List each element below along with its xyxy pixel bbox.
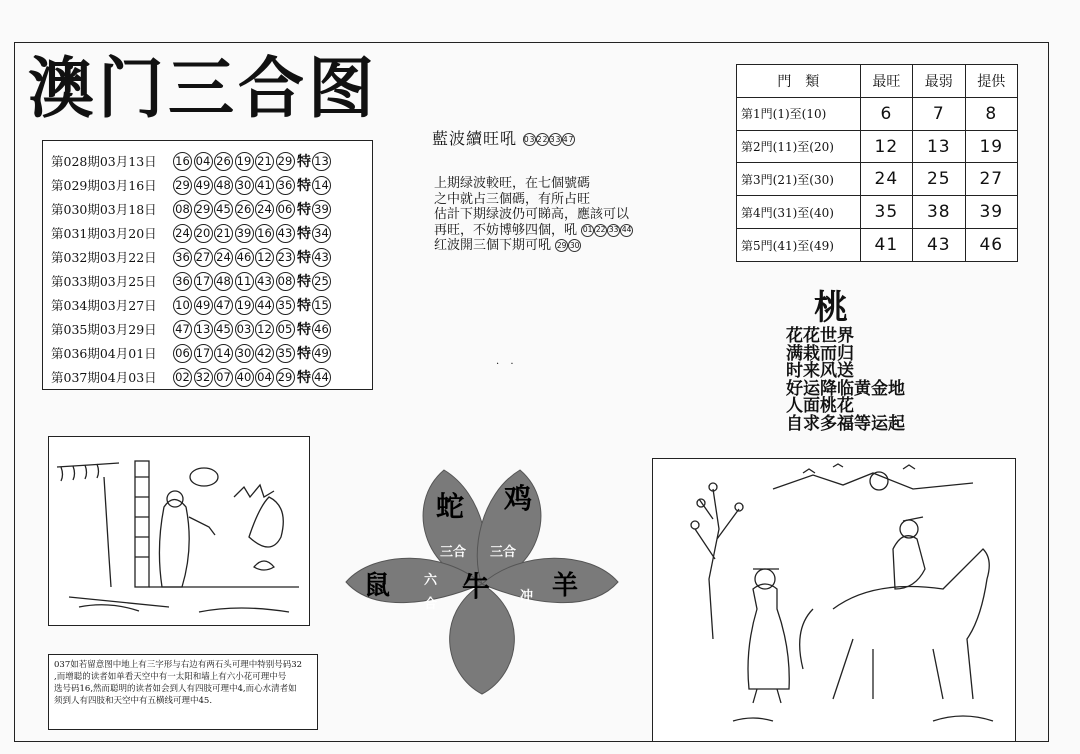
draw-row	[51, 197, 366, 221]
poem-line: 时来风送	[786, 361, 854, 381]
hot-number: 41	[860, 229, 912, 262]
special-ball: 25	[312, 272, 331, 291]
wave-line	[434, 238, 633, 254]
poem-line: 满栽而归	[786, 343, 854, 364]
offer-number: 19	[965, 130, 1017, 163]
puzzle-caption	[48, 654, 318, 730]
number-ball: 43	[255, 272, 274, 291]
number-ball: 36	[276, 176, 295, 195]
number-ball: 26	[235, 200, 254, 219]
number-ball: 16	[173, 152, 192, 171]
relation-label: 六	[424, 573, 438, 588]
number-ball: 17	[194, 344, 213, 363]
number-ball: 35	[276, 296, 295, 315]
number-ball: 10	[173, 296, 192, 315]
special-ball: 49	[312, 344, 331, 363]
number-ball: 23	[276, 248, 295, 267]
hot-number: 24	[860, 163, 912, 196]
special-ball: 13	[312, 152, 331, 171]
number-ball: 19	[235, 296, 254, 315]
caption-line: 选号码16,然而聪明的读者如会到人有四肢可理中4,而心水清者如	[54, 684, 297, 694]
poem-line: 花花世界	[786, 326, 854, 346]
col-door: 門 類	[737, 65, 861, 98]
draw-row	[51, 269, 366, 293]
cold-number: 38	[913, 196, 965, 229]
draw-label: 第031期03月20日	[51, 226, 157, 241]
cold-number: 7	[913, 97, 965, 130]
special-marker: 特	[297, 370, 311, 386]
mini-number-ball: 33	[607, 224, 620, 237]
number-ball: 04	[194, 152, 213, 171]
mini-number-ball: 22	[594, 224, 607, 237]
wave-line	[434, 223, 633, 239]
number-ball: 12	[255, 248, 274, 267]
number-ball: 47	[214, 296, 233, 315]
relation-label: 三合	[490, 545, 517, 560]
zodiac-ox: 牛	[462, 570, 491, 603]
draw-row	[51, 317, 366, 341]
draw-row	[51, 293, 366, 317]
draw-row	[51, 245, 366, 269]
cold-number: 25	[913, 163, 965, 196]
number-ball: 35	[276, 344, 295, 363]
draw-label: 第035期03月29日	[51, 322, 157, 337]
number-ball: 42	[255, 344, 274, 363]
col-hot: 最旺	[860, 65, 912, 98]
number-ball: 21	[255, 152, 274, 171]
special-marker: 特	[297, 274, 311, 290]
hot-number: 35	[860, 196, 912, 229]
wave-line: 之中就占三個碼，有所占旺	[434, 191, 591, 207]
mini-number-ball: 33	[549, 135, 562, 144]
special-ball: 44	[312, 368, 331, 387]
number-ball: 36	[173, 272, 192, 291]
draw-row	[51, 173, 366, 197]
col-cold: 最弱	[913, 65, 965, 98]
number-ball: 07	[214, 368, 233, 387]
cold-number: 43	[913, 229, 965, 262]
number-ball: 30	[235, 344, 254, 363]
zodiac-rooster: 鸡	[504, 482, 533, 515]
draw-label: 第034期03月27日	[51, 298, 157, 313]
offer-number: 46	[965, 229, 1017, 262]
number-ball: 46	[235, 248, 254, 267]
offer-number: 39	[965, 196, 1017, 229]
poem-heading: 桃	[814, 288, 848, 328]
draw-label: 第033期03月25日	[51, 274, 157, 289]
number-ball: 16	[255, 224, 274, 243]
draw-label: 第030期03月18日	[51, 202, 157, 217]
number-ball: 26	[214, 152, 233, 171]
number-ball: 04	[255, 368, 274, 387]
draw-results-list	[42, 140, 373, 390]
number-ball: 36	[173, 248, 192, 267]
caption-line: 037如若留意图中地上有三字形与右边有两石头可理中特别号码32	[54, 660, 303, 670]
number-ball: 47	[173, 320, 192, 339]
special-marker: 特	[297, 154, 311, 170]
zodiac-snake: 蛇	[436, 490, 465, 523]
number-ball: 32	[194, 368, 213, 387]
wave-line-text: 红波開三個下期可吼	[434, 238, 552, 253]
number-ball: 06	[173, 344, 192, 363]
number-ball: 11	[235, 272, 254, 291]
wave-line: 估計下期绿波仍可睇高，應該可以	[434, 207, 630, 222]
wave-line-text: 再旺，不妨博够四個，吼	[434, 222, 578, 238]
mini-number-ball: 44	[620, 224, 633, 237]
cold-number: 13	[913, 130, 965, 163]
special-ball: 46	[312, 320, 331, 339]
number-ball: 24	[214, 248, 233, 267]
caption-line: 须到人有四肢和天空中有五横线可理中45.	[54, 696, 213, 706]
number-ball: 48	[214, 272, 233, 291]
draw-row	[51, 221, 366, 245]
number-ball: 13	[194, 320, 213, 339]
relation-label: 三合	[440, 545, 467, 560]
special-marker: 特	[297, 250, 311, 266]
number-ball: 30	[235, 176, 254, 195]
draw-label: 第029期03月16日	[51, 178, 157, 193]
zodiac-flower	[344, 464, 620, 696]
wave-title-numbers	[523, 129, 575, 148]
special-ball: 15	[312, 296, 331, 315]
hot-number: 6	[860, 97, 912, 130]
wave-commentary	[434, 176, 633, 254]
wave-line: 上期绿波較旺，在七個號碼	[434, 176, 591, 191]
zodiac-rat: 鼠	[364, 571, 391, 601]
door-range: 第4門(31)至(40)	[737, 196, 861, 229]
poem-line: 人面桃花	[786, 396, 854, 416]
decorative-dots: . .	[496, 356, 518, 367]
table-row	[737, 196, 1018, 229]
zodiac-goat: 羊	[552, 571, 579, 601]
poem-line: 好运降临黄金地	[786, 378, 905, 399]
mini-number-ball: 03	[523, 135, 536, 144]
poem	[786, 328, 905, 433]
relation-label: 冲	[520, 589, 534, 604]
door-range: 第2門(11)至(20)	[737, 130, 861, 163]
offer-number: 8	[965, 97, 1017, 130]
special-marker: 特	[297, 202, 311, 218]
number-ball: 45	[214, 200, 233, 219]
col-offer: 提供	[965, 65, 1017, 98]
wave-line-numbers	[581, 223, 633, 238]
number-ball: 48	[214, 176, 233, 195]
hot-number: 12	[860, 130, 912, 163]
door-range: 第1門(1)至(10)	[737, 97, 861, 130]
special-ball: 43	[312, 248, 331, 267]
number-ball: 29	[276, 152, 295, 171]
number-ball: 14	[214, 344, 233, 363]
number-ball: 06	[276, 200, 295, 219]
number-ball: 43	[276, 224, 295, 243]
number-ball: 29	[276, 368, 295, 387]
number-ball: 08	[173, 200, 192, 219]
special-marker: 特	[297, 178, 311, 194]
draw-label: 第037期04月03日	[51, 370, 157, 385]
number-ball: 08	[276, 272, 295, 291]
table-row	[737, 163, 1018, 196]
number-ball: 41	[255, 176, 274, 195]
page-title: 澳门三合图	[28, 50, 378, 127]
wave-title	[432, 126, 575, 149]
draw-row	[51, 149, 366, 173]
mini-number-ball: 47	[562, 135, 575, 144]
special-marker: 特	[297, 346, 311, 362]
table-header-row	[737, 65, 1018, 98]
wave-title-text: 藍波續旺吼	[432, 129, 518, 148]
number-ball: 29	[173, 176, 192, 195]
draw-row	[51, 365, 366, 389]
number-ball: 39	[235, 224, 254, 243]
mini-number-ball: 01	[581, 224, 594, 237]
illustration-horse-rider	[652, 458, 1016, 742]
door-range: 第5門(41)至(49)	[737, 229, 861, 262]
number-ball: 20	[194, 224, 213, 243]
table-row	[737, 130, 1018, 163]
number-ball: 05	[276, 320, 295, 339]
relation-label: 合	[424, 597, 438, 612]
special-ball: 39	[312, 200, 331, 219]
number-ball: 27	[194, 248, 213, 267]
number-ball: 44	[255, 296, 274, 315]
number-ball: 45	[214, 320, 233, 339]
number-ball: 02	[173, 368, 192, 387]
offer-number: 27	[965, 163, 1017, 196]
draw-label: 第036期04月01日	[51, 346, 157, 361]
special-ball: 14	[312, 176, 331, 195]
number-ball: 17	[194, 272, 213, 291]
draw-row	[51, 341, 366, 365]
special-ball: 34	[312, 224, 331, 243]
door-statistics-table	[736, 64, 1018, 262]
number-ball: 29	[194, 200, 213, 219]
horse-rider-drawing	[653, 459, 1014, 740]
draw-label: 第028期03月13日	[51, 154, 157, 169]
number-ball: 49	[194, 296, 213, 315]
mini-number-ball: 22	[536, 135, 549, 144]
caption-line: ,而增聪的读者如单看天空中有一太阳和墙上有六小花可理中号	[54, 672, 287, 682]
table-row	[737, 229, 1018, 262]
mini-number-ball: 30	[568, 239, 581, 252]
number-ball: 49	[194, 176, 213, 195]
number-ball: 24	[173, 224, 192, 243]
number-ball: 21	[214, 224, 233, 243]
mini-number-ball: 29	[555, 239, 568, 252]
table-row	[737, 97, 1018, 130]
special-marker: 特	[297, 226, 311, 242]
door-range: 第3門(21)至(30)	[737, 163, 861, 196]
special-marker: 特	[297, 322, 311, 338]
wave-line-numbers	[555, 238, 581, 253]
number-ball: 24	[255, 200, 274, 219]
woman-garden-drawing	[49, 437, 308, 624]
illustration-woman-garden	[48, 436, 310, 626]
special-marker: 特	[297, 298, 311, 314]
number-ball: 12	[255, 320, 274, 339]
number-ball: 40	[235, 368, 254, 387]
draw-label: 第032期03月22日	[51, 250, 157, 265]
number-ball: 19	[235, 152, 254, 171]
number-ball: 03	[235, 320, 254, 339]
poem-line: 自求多福等运起	[786, 413, 905, 434]
